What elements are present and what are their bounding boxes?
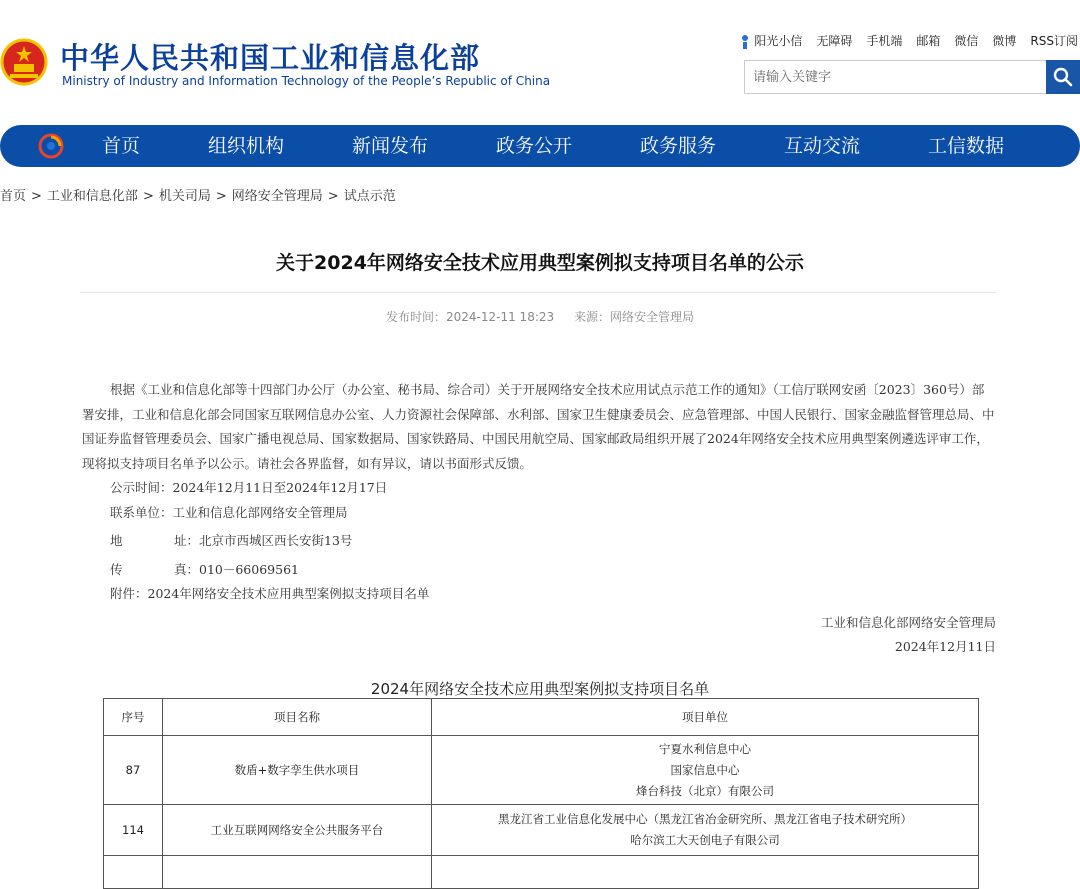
sunshine-link-label: 阳光小信 <box>754 34 803 48</box>
row-name: 数盾+数字孪生供水项目 <box>163 736 432 805</box>
address-label: 地 <box>110 533 123 548</box>
ministry-logo-icon <box>38 133 64 159</box>
signature-org: 工业和信息化部网络安全管理局 <box>820 614 996 630</box>
attachment-line: 附件：2024年网络安全技术应用典型案例拟支持项目名单 <box>110 586 430 601</box>
mobile-link[interactable]: 手机端 <box>866 34 903 49</box>
nav-item-organization[interactable]: 组织机构 <box>208 135 285 157</box>
breadcrumb-pilot-demo[interactable]: 试点示范 <box>343 189 396 204</box>
article-body <box>82 378 996 660</box>
row-no: 114 <box>104 805 163 856</box>
site-title[interactable]: 中华人民共和国工业和信息化部 <box>60 41 481 75</box>
nav-item-public-affairs[interactable]: 政务公开 <box>496 135 573 157</box>
row-no: 87 <box>104 736 163 805</box>
fax-text: 真：010－66069561 <box>174 561 299 577</box>
article-meta <box>0 308 1080 325</box>
nav-item-news[interactable]: 新闻发布 <box>352 135 429 157</box>
search-button[interactable] <box>1046 60 1080 94</box>
unit-item: 烽台科技（北京）有限公司 <box>636 783 774 798</box>
publish-time: 发布时间：2024-12-11 18:23 <box>386 310 555 324</box>
search-input[interactable] <box>744 60 1047 94</box>
contact-unit: 联系单位：工业和信息化部网络安全管理局 <box>110 504 348 520</box>
nav-item-home[interactable]: 首页 <box>102 135 141 157</box>
main-nav <box>0 125 1080 167</box>
site-header <box>0 0 1080 120</box>
header-name: 项目名称 <box>163 699 432 736</box>
table-row <box>104 736 979 805</box>
unit-item: 国家信息中心 <box>670 762 740 777</box>
article-paragraph: 根据《工业和信息化部等十四部门办公厅（办公室、秘书局、综合司）关于开展网络安全技术应用试点示范工作的通知》（工信厅联网安函〔2023〕360号）部署安排，工业和信息化部会同国家互联网信息办公室、人力资源社会保障部、水利部、国家卫生健康委员会、应急管理部、中国人民银行、国家金融监督管理总局、中国证券监督管理委员会、国家广播电视总局、国家数据局、国家铁路局、中国民用航空局、国家邮政局组织开展了2024年网络安全技术应用典型案例遴选评审工作，现将拟支持项目名单予以公示。请社会各界监督，如有异议，请以书面形式反馈。 <box>82 382 995 471</box>
sunshine-link[interactable] <box>740 32 802 50</box>
breadcrumb: 首页 > 工业和信息化部 > 机关司局 > 网络安全管理局 > 试点示范 <box>0 189 396 204</box>
breadcrumb-home[interactable]: 首页 <box>0 189 27 204</box>
unit-item: 黑龙江省工业信息化发展中心（黑龙江省冶金研究所、黑龙江省电子技术研究所） <box>498 812 912 826</box>
table-title: 2024年网络安全技术应用典型案例拟支持项目名单 <box>370 680 710 698</box>
wechat-link[interactable]: 微信 <box>954 34 979 49</box>
unit-item: 哈尔滨工大天创电子有限公司 <box>630 833 780 847</box>
weibo-link[interactable]: 微博 <box>992 34 1017 49</box>
table-row <box>104 856 979 889</box>
article-title: 关于2024年网络安全技术应用典型案例拟支持项目名单的公示 <box>276 252 804 274</box>
rss-link[interactable]: RSS订阅 <box>1030 34 1078 49</box>
search-icon <box>1053 67 1073 87</box>
breadcrumb-ministry[interactable]: 工业和信息化部 <box>46 189 138 204</box>
fax-label: 传 <box>110 561 123 577</box>
top-links <box>740 32 1078 50</box>
site-subtitle: Ministry of Industry and Information Technology of the People’s Republic of China <box>62 74 551 88</box>
header-no: 序号 <box>104 699 163 736</box>
signature-date: 2024年12月11日 <box>894 639 996 654</box>
publicity-period: 公示时间：2024年12月11日至2024年12月17日 <box>110 480 388 495</box>
nav-item-data[interactable]: 工信数据 <box>928 135 1005 157</box>
nav-item-services[interactable]: 政务服务 <box>640 135 717 157</box>
mail-link[interactable]: 邮箱 <box>916 34 941 49</box>
sunshine-icon <box>740 34 750 50</box>
table-row <box>104 805 979 856</box>
national-emblem-icon <box>0 34 48 90</box>
article-source: 来源：网络安全管理局 <box>573 310 694 324</box>
title-divider <box>80 292 996 293</box>
breadcrumb-cybersecurity-bureau[interactable]: 网络安全管理局 <box>231 189 323 204</box>
header-unit: 项目单位 <box>432 699 979 736</box>
contact-address <box>82 525 996 554</box>
accessibility-link[interactable]: 无障碍 <box>816 34 853 49</box>
breadcrumb-departments[interactable]: 机关司局 <box>158 189 211 204</box>
contact-fax <box>82 554 996 583</box>
project-table <box>103 698 979 889</box>
table-header-row <box>104 699 979 736</box>
nav-item-interaction[interactable]: 互动交流 <box>784 135 861 157</box>
unit-item: 宁夏水利信息中心 <box>659 741 751 756</box>
row-units <box>432 805 979 856</box>
address-text: 址：北京市西城区西长安街13号 <box>174 533 353 548</box>
row-units <box>432 736 979 805</box>
row-name: 工业互联网网络安全公共服务平台 <box>163 805 432 856</box>
